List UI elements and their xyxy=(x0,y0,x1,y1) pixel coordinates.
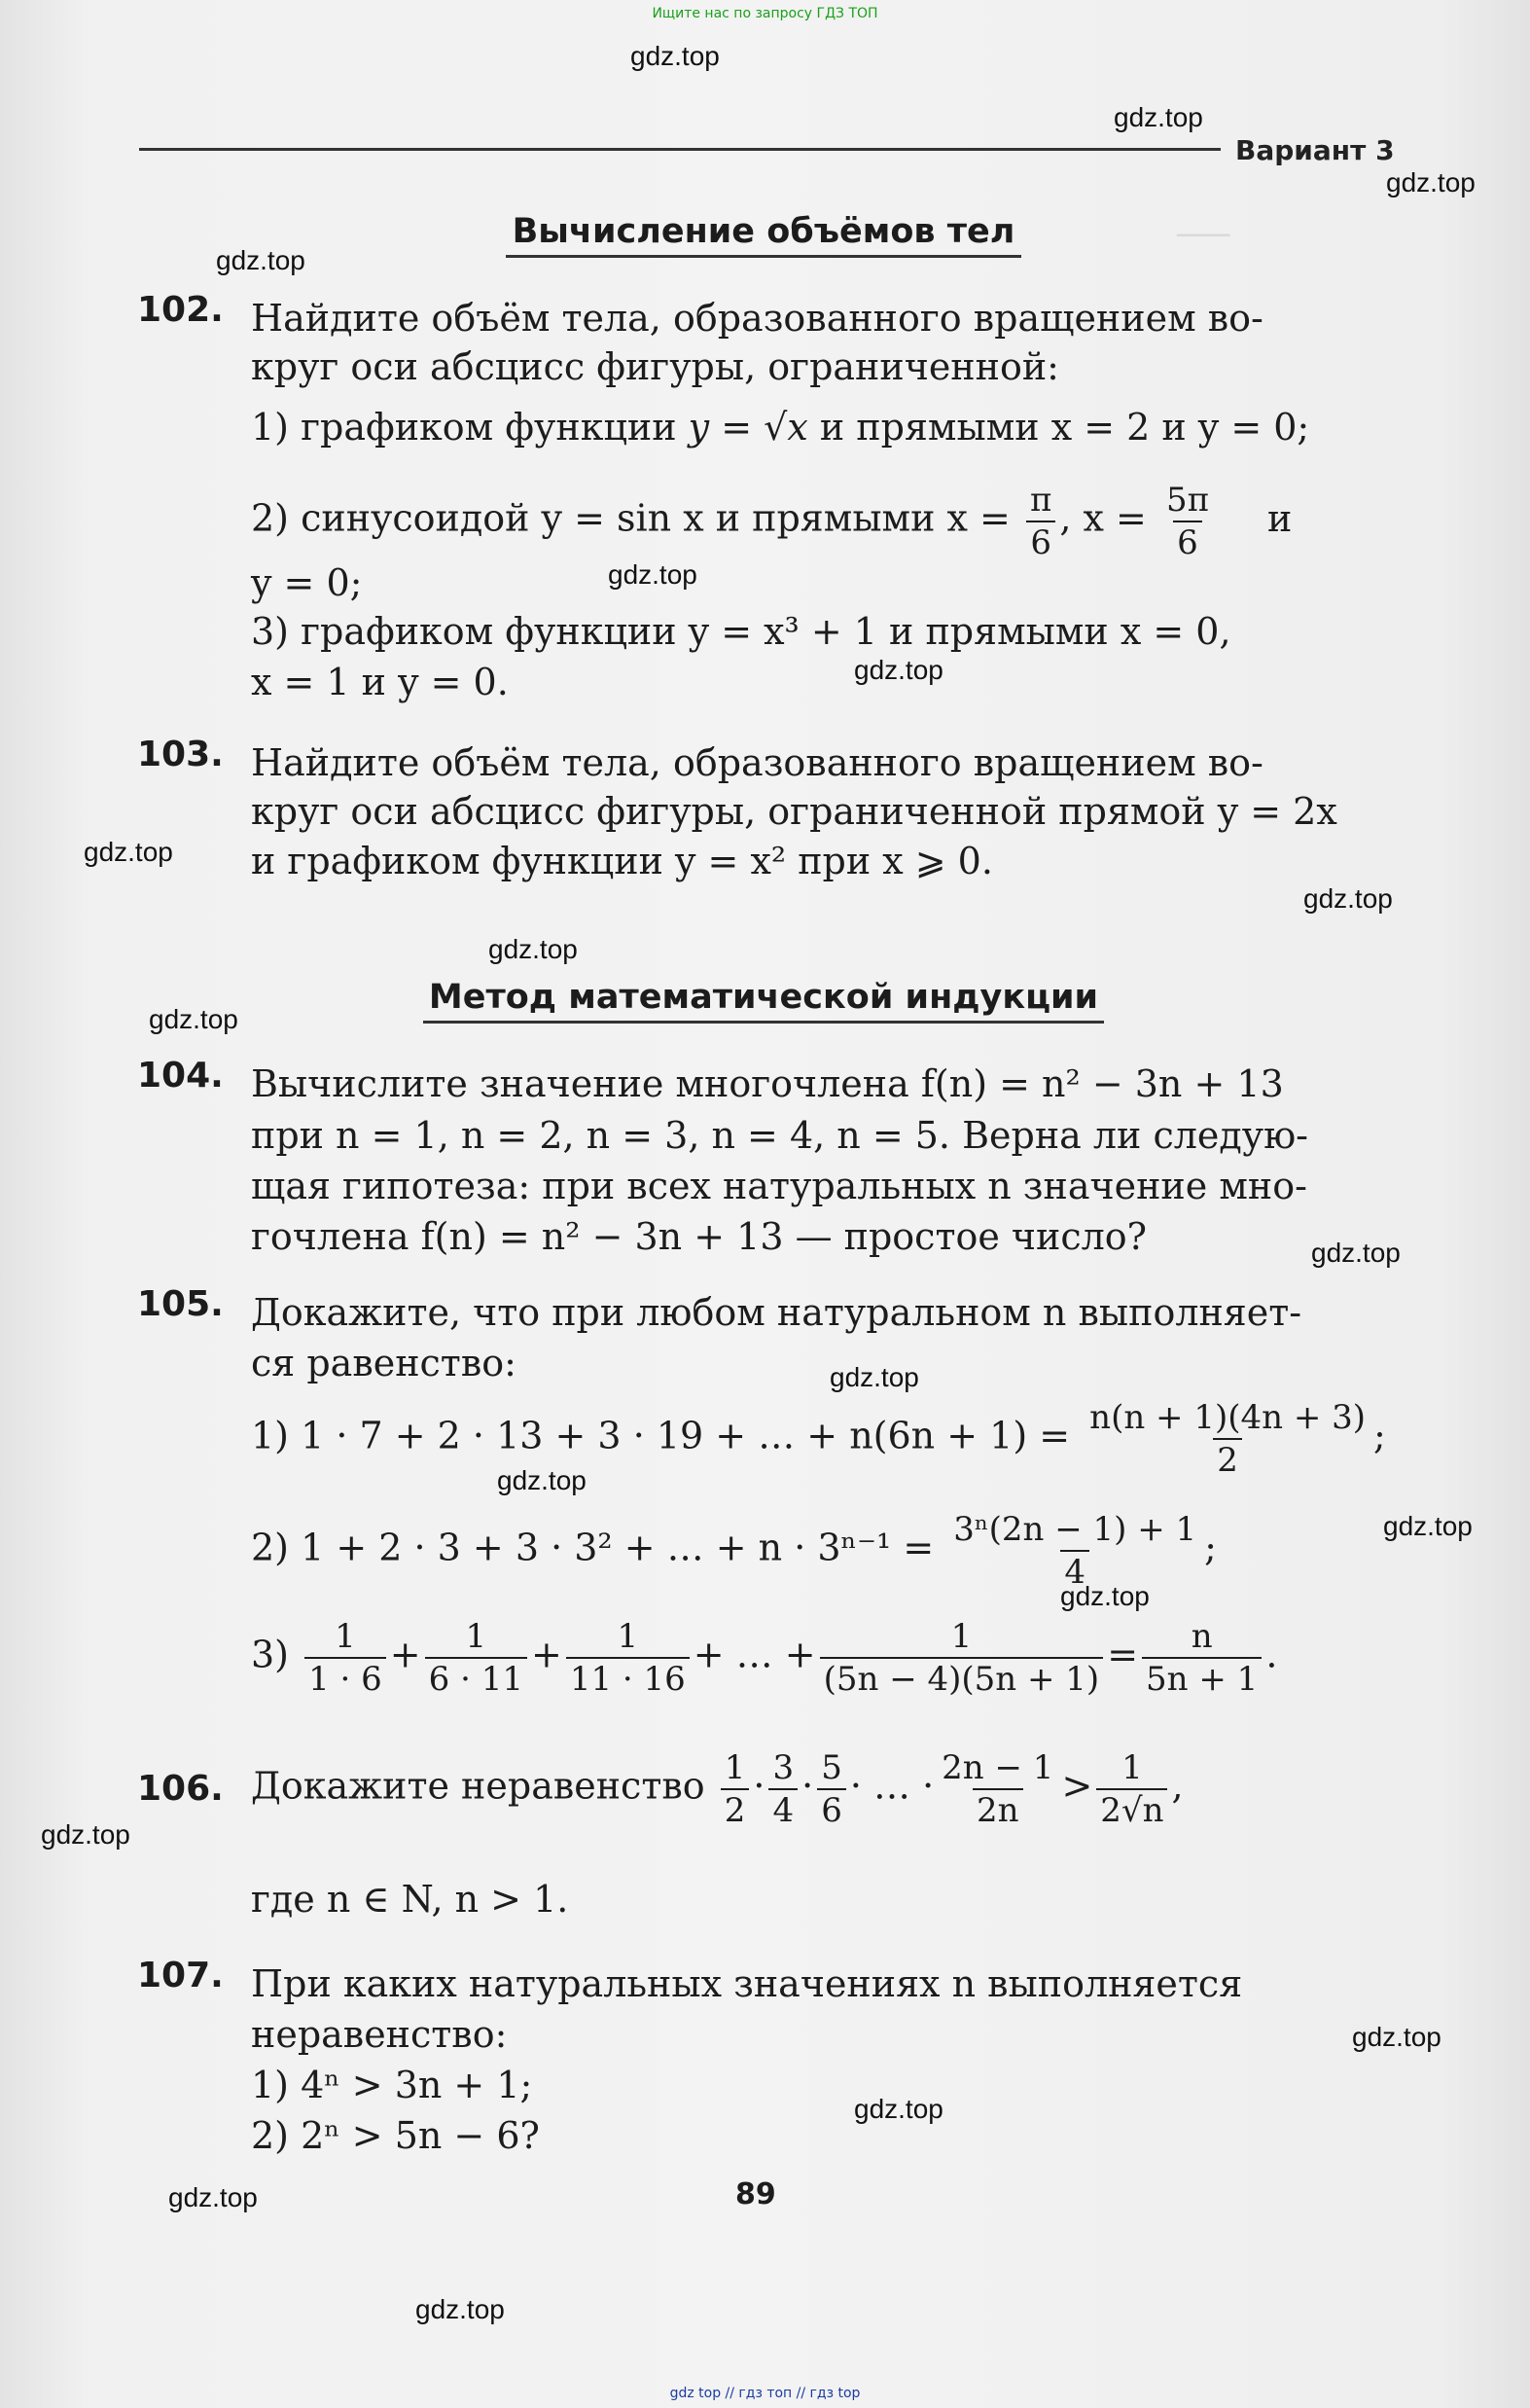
p106-dots: · … · xyxy=(849,1764,935,1808)
fraction-denominator: 2n xyxy=(973,1788,1023,1827)
p103-line2: круг оси абсцисс фигуры, ограниченной прямой y = 2x xyxy=(251,790,1337,833)
p106-end: , xyxy=(1171,1764,1184,1808)
watermark-text: gdz.top xyxy=(1383,1511,1473,1541)
eq-dots: + … + xyxy=(693,1633,816,1676)
fraction-numerator: 1 xyxy=(950,1617,973,1656)
fraction xyxy=(1026,481,1055,562)
p107-item1: 1) 4ⁿ > 3n + 1; xyxy=(251,2064,533,2106)
problem-number-103: 103. xyxy=(137,735,224,774)
section-underline xyxy=(423,1021,1104,1024)
fraction-denominator: 2√n xyxy=(1096,1788,1167,1827)
p104-line3: щая гипотеза: при всех натуральных n значение мно- xyxy=(251,1165,1307,1207)
watermark-text: gdz.top xyxy=(1386,167,1476,198)
watermark-text: gdz.top xyxy=(1311,1238,1401,1268)
eq-label: 3) xyxy=(251,1633,290,1676)
problem-number-104: 104. xyxy=(137,1056,224,1096)
p102-item2-cont: y = 0; xyxy=(251,561,363,604)
fraction-numerator: 5π xyxy=(1165,481,1209,520)
p106-line1: Докажите неравенство $\frac{1}{2}$ · $\frac{3}{4}$ · $\frac{5}{6}$ · … · $\frac{2n - 1}{2n}$ > $\frac{1}{2√n}$ , xyxy=(251,1748,1184,1830)
watermark-text: gdz.top xyxy=(168,2182,258,2212)
fraction xyxy=(1096,1748,1167,1830)
fraction-denominator: (5n − 4)(5n + 1) xyxy=(820,1657,1104,1696)
fraction-numerator: π xyxy=(1029,481,1052,520)
page-number: 89 xyxy=(735,2177,776,2211)
eq-end: ; xyxy=(1373,1414,1386,1457)
watermark-text: gdz.top xyxy=(854,655,943,685)
p105-eq2 xyxy=(251,1510,1217,1592)
fraction xyxy=(1142,1617,1262,1699)
section-title-text: Вычисление объёмов тел xyxy=(512,212,1015,251)
p107-item2: 2) 2ⁿ > 5n − 6? xyxy=(251,2114,540,2157)
problem-number-107: 107. xyxy=(137,1956,224,1995)
fraction xyxy=(1162,481,1213,562)
p105-line1: Докажите, что при любом натуральном n выполняет- xyxy=(251,1291,1302,1334)
fraction-denominator: 6 · 11 xyxy=(425,1657,527,1696)
fraction xyxy=(949,1510,1200,1592)
fraction-numerator: 1 xyxy=(1121,1748,1143,1787)
watermark-text: gdz.top xyxy=(216,245,305,275)
p102-line2: круг оси абсцисс фигуры, ограниченной: xyxy=(251,345,1059,388)
fraction-denominator: 6 xyxy=(1173,521,1202,559)
p106-line2: где n ∈ N, n > 1. xyxy=(251,1878,569,1921)
watermark-text: gdz.top xyxy=(608,559,697,590)
fraction-numerator: n(n + 1)(4n + 3) xyxy=(1089,1398,1367,1437)
eq-lhs: 2) 1 + 2 · 3 + 3 · 3² + … + n · 3ⁿ⁻¹ = xyxy=(251,1526,935,1569)
watermark-text: gdz.top xyxy=(854,2094,943,2124)
p105-line2: ся равенство: xyxy=(251,1342,516,1384)
section-underline xyxy=(506,255,1021,258)
fraction xyxy=(425,1617,527,1699)
watermark-text: gdz.top xyxy=(1352,2022,1441,2052)
fraction xyxy=(721,1748,750,1830)
fraction-numerator: 1 xyxy=(335,1617,356,1656)
watermark-text: gdz.top xyxy=(488,934,578,964)
fraction xyxy=(1085,1398,1370,1480)
p106-text: Докажите неравенство xyxy=(251,1764,705,1808)
section-title-volumes xyxy=(506,212,1021,258)
fraction-numerator: 1 xyxy=(465,1617,487,1656)
fraction-denominator: 5n + 1 xyxy=(1142,1657,1262,1696)
fraction-numerator: 2n − 1 xyxy=(942,1748,1054,1787)
watermark-text: gdz.top xyxy=(830,1362,919,1392)
fraction-numerator: 5 xyxy=(821,1748,842,1787)
problem-number-102: 102. xyxy=(137,290,224,330)
problem-number-106: 106. xyxy=(137,1769,224,1809)
watermark-text: gdz.top xyxy=(41,1819,130,1850)
fraction xyxy=(938,1748,1057,1830)
bleed-through-text: ─── xyxy=(1177,219,1230,253)
p106-gt: > xyxy=(1061,1764,1093,1808)
fraction xyxy=(304,1617,386,1699)
fraction-numerator: 3 xyxy=(772,1748,795,1787)
fraction-denominator: 4 xyxy=(768,1788,798,1827)
fraction-numerator: 1 xyxy=(617,1617,639,1656)
fraction-denominator: 2 xyxy=(721,1788,750,1827)
fraction-denominator: 4 xyxy=(1060,1550,1089,1589)
watermark-text: gdz.top xyxy=(497,1465,587,1495)
eq-lhs: 1) 1 · 7 + 2 · 13 + 3 · 19 + … + n(6n + 1) = xyxy=(251,1414,1071,1457)
fraction-numerator: 3ⁿ(2n − 1) + 1 xyxy=(953,1510,1197,1549)
eq-equals: = xyxy=(1107,1633,1139,1676)
p105-eq3: 3) $\frac{1}{1 \cdot 6}$ + $\frac{1}{6 \cdot 11}$ + $\frac{1}{11 \cdot 16}$ + … + $\frac{1}{(5n - 4)(5n + 1)}$ = $\frac{n}{5n + 1}$ . xyxy=(251,1617,1278,1699)
p102-item3: 3) графиком функции y = x³ + 1 и прямыми x = 0, xyxy=(251,610,1231,653)
watermark-text: gdz.top xyxy=(415,2294,505,2324)
p102-item2 xyxy=(251,481,1293,562)
p103-line1: Найдите объём тела, образованного вращением во- xyxy=(251,741,1263,784)
fraction-denominator: 6 xyxy=(1026,521,1055,559)
p102-item1-func: y = √x xyxy=(688,406,808,449)
watermark-text: gdz.top xyxy=(1060,1581,1150,1611)
fraction-denominator: 6 xyxy=(817,1788,846,1827)
p102-item3-cont: x = 1 и y = 0. xyxy=(251,661,509,703)
footer-note: gdz top // гдз топ // гдз top xyxy=(669,2386,861,2401)
p104-line1: Вычислите значение многочлена f(n) = n² − 3n + 13 xyxy=(251,1062,1284,1105)
fraction xyxy=(817,1748,846,1830)
section-title-text: Метод математической индукции xyxy=(428,978,1099,1017)
watermark-text: gdz.top xyxy=(149,1004,238,1034)
p104-line2: при n = 1, n = 2, n = 3, n = 4, n = 5. Верна ли следую- xyxy=(251,1114,1309,1157)
p102-item1-rest: и прямыми x = 2 и y = 0; xyxy=(819,406,1310,449)
fraction-numerator: n xyxy=(1191,1617,1213,1656)
fraction-denominator: 2 xyxy=(1213,1438,1242,1477)
watermark-text: gdz.top xyxy=(84,837,173,867)
p102-item2-end: и xyxy=(1267,496,1293,540)
p107-line2: неравенство: xyxy=(251,2013,508,2056)
header-rule xyxy=(139,148,1221,151)
fraction-numerator: 1 xyxy=(724,1748,746,1787)
eq-end: . xyxy=(1265,1633,1278,1676)
p107-line1: При каких натуральных значениях n выполняется xyxy=(251,1962,1243,2005)
problem-number-105: 105. xyxy=(137,1284,224,1324)
p103-line3: и графиком функции y = x² при x ⩾ 0. xyxy=(251,840,993,882)
p102-item1-text: 1) графиком функции xyxy=(251,406,677,449)
fraction xyxy=(768,1748,798,1830)
p102-line1: Найдите объём тела, образованного вращением во- xyxy=(251,297,1263,340)
variant-label: Вариант 3 xyxy=(1235,134,1395,166)
p102-item2-text: 2) синусоидой y = sin x и прямыми x = xyxy=(251,496,1011,540)
watermark-text: gdz.top xyxy=(630,41,720,71)
watermark-text: gdz.top xyxy=(1114,102,1203,132)
watermark-text: gdz.top xyxy=(1303,883,1393,914)
eq-end: ; xyxy=(1204,1526,1217,1569)
top-search-note: Ищите нас по запросу ГДЗ ТОП xyxy=(652,6,878,21)
p104-line4: гочлена f(n) = n² − 3n + 13 — простое число? xyxy=(251,1215,1148,1258)
fraction-denominator: 11 · 16 xyxy=(566,1657,690,1696)
fraction-denominator: 1 · 6 xyxy=(304,1657,386,1696)
fraction xyxy=(820,1617,1104,1699)
p102-item1 xyxy=(251,406,1310,449)
fraction xyxy=(566,1617,690,1699)
p102-item2-mid: , x = xyxy=(1059,496,1147,540)
section-title-induction xyxy=(423,978,1104,1024)
